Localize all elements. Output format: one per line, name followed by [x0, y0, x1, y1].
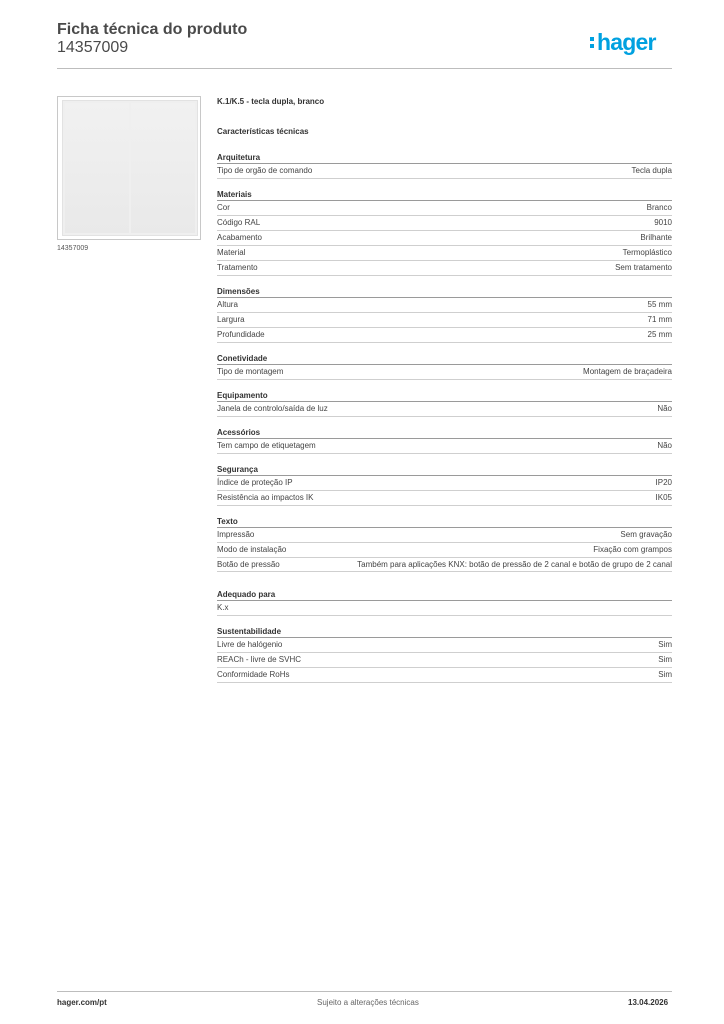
- spec-value: IP20: [655, 478, 672, 487]
- spec-value: 25 mm: [647, 330, 672, 339]
- spec-value: Sim: [658, 640, 672, 649]
- spec-row: [217, 601, 672, 616]
- section-title: Sustentabilidade: [217, 625, 672, 638]
- spec-label: K.x: [217, 603, 229, 612]
- section-title: Acessórios: [217, 426, 672, 439]
- spec-row: [217, 164, 672, 179]
- spec-row: [217, 246, 672, 261]
- spec-label: Botão de pressão: [217, 560, 280, 569]
- product-name: K.1/K.5 - tecla dupla, branco: [217, 97, 325, 106]
- spec-section: [217, 389, 672, 417]
- spec-row: [217, 201, 672, 216]
- spec-sections: [217, 151, 672, 683]
- spec-row: [217, 439, 672, 454]
- spec-section: [217, 463, 672, 506]
- spec-row: [217, 653, 672, 668]
- spec-label: Tem campo de etiquetagem: [217, 441, 316, 450]
- spec-value: Tecla dupla: [631, 166, 672, 175]
- spec-section: [217, 352, 672, 380]
- spec-value: Também para aplicações KNX: botão de pressão de 2 canal e botão de grupo de 2 canal: [357, 560, 672, 569]
- spec-section: [217, 515, 672, 572]
- footer-notice: Sujeito a alterações técnicas: [317, 998, 419, 1007]
- double-switch-icon: [62, 100, 198, 236]
- spec-value: Sem tratamento: [615, 263, 672, 272]
- spec-row: [217, 328, 672, 343]
- spec-value: Branco: [646, 203, 672, 212]
- spec-label: Livre de halógenio: [217, 640, 283, 649]
- spec-row: [217, 231, 672, 246]
- spec-row: [217, 298, 672, 313]
- spec-heading: Características técnicas: [217, 127, 309, 136]
- spec-label: Modo de instalação: [217, 545, 287, 554]
- footer-website: hager.com/pt: [57, 998, 107, 1007]
- header-divider: [57, 68, 672, 69]
- spec-value: IK05: [655, 493, 672, 502]
- section-title: Dimensões: [217, 285, 672, 298]
- spec-label: Resistência ao impactos IK: [217, 493, 314, 502]
- section-title: Conetividade: [217, 352, 672, 365]
- spec-row: [217, 402, 672, 417]
- spec-row: [217, 313, 672, 328]
- section-title: Texto: [217, 515, 672, 528]
- spec-label: Acabamento: [217, 233, 262, 242]
- spec-section: [217, 285, 672, 343]
- spec-section: [217, 588, 672, 616]
- spec-row: [217, 543, 672, 558]
- spec-value: Não: [657, 441, 672, 450]
- section-title: Equipamento: [217, 389, 672, 402]
- spec-label: Profundidade: [217, 330, 265, 339]
- spec-value: Termoplástico: [622, 248, 672, 257]
- product-image: [57, 96, 201, 240]
- spec-section: [217, 426, 672, 454]
- spec-value: 9010: [654, 218, 672, 227]
- spec-label: Código RAL: [217, 218, 261, 227]
- spec-section: [217, 625, 672, 683]
- spec-row: [217, 491, 672, 506]
- spec-label: Conformidade RoHs: [217, 670, 290, 679]
- switch-key-left: [65, 103, 129, 233]
- spec-value: 55 mm: [647, 300, 672, 309]
- spec-value: Sim: [658, 670, 672, 679]
- product-code: 14357009: [57, 39, 129, 56]
- spec-value: 71 mm: [647, 315, 672, 324]
- spec-section: [217, 188, 672, 276]
- section-title: Adequado para: [217, 588, 672, 601]
- footer-date: 13.04.2026: [628, 998, 669, 1007]
- logo-text: hager: [597, 28, 656, 55]
- spec-value: Sim: [658, 655, 672, 664]
- spec-value: Brilhante: [640, 233, 672, 242]
- spec-row: [217, 528, 672, 543]
- spec-label: Impressão: [217, 530, 255, 539]
- spec-label: Tipo de orgão de comando: [217, 166, 313, 175]
- spec-row: [217, 476, 672, 491]
- spec-row: [217, 668, 672, 683]
- spec-row: [217, 261, 672, 276]
- spec-row: [217, 638, 672, 653]
- spec-label: Largura: [217, 315, 245, 324]
- spec-value: Sem gravação: [620, 530, 672, 539]
- hager-logo: [590, 29, 656, 55]
- spec-label: Cor: [217, 203, 230, 212]
- spec-table: [217, 97, 672, 692]
- section-title: Segurança: [217, 463, 672, 476]
- switch-key-right: [131, 103, 195, 233]
- logo-dots-icon: [590, 37, 594, 48]
- spec-row: [217, 216, 672, 231]
- spec-label: Janela de controlo/saída de luz: [217, 404, 328, 413]
- spec-label: Material: [217, 248, 246, 257]
- spec-label: Índice de proteção IP: [217, 478, 293, 487]
- spec-label: REACh - livre de SVHC: [217, 655, 302, 664]
- spec-value: Montagem de braçadeira: [583, 367, 672, 376]
- spec-value: Não: [657, 404, 672, 413]
- section-title: Arquitetura: [217, 151, 672, 164]
- spec-row: [217, 365, 672, 380]
- spec-label: Altura: [217, 300, 238, 309]
- section-title: Materiais: [217, 188, 672, 201]
- spec-section: [217, 151, 672, 179]
- spec-row: [217, 558, 672, 572]
- spec-label: Tratamento: [217, 263, 258, 272]
- image-caption: 14357009: [57, 245, 89, 252]
- footer-divider: [57, 991, 672, 992]
- page-title: Ficha técnica do produto: [57, 21, 248, 38]
- spec-value: Fixação com grampos: [593, 545, 672, 554]
- spec-label: Tipo de montagem: [217, 367, 284, 376]
